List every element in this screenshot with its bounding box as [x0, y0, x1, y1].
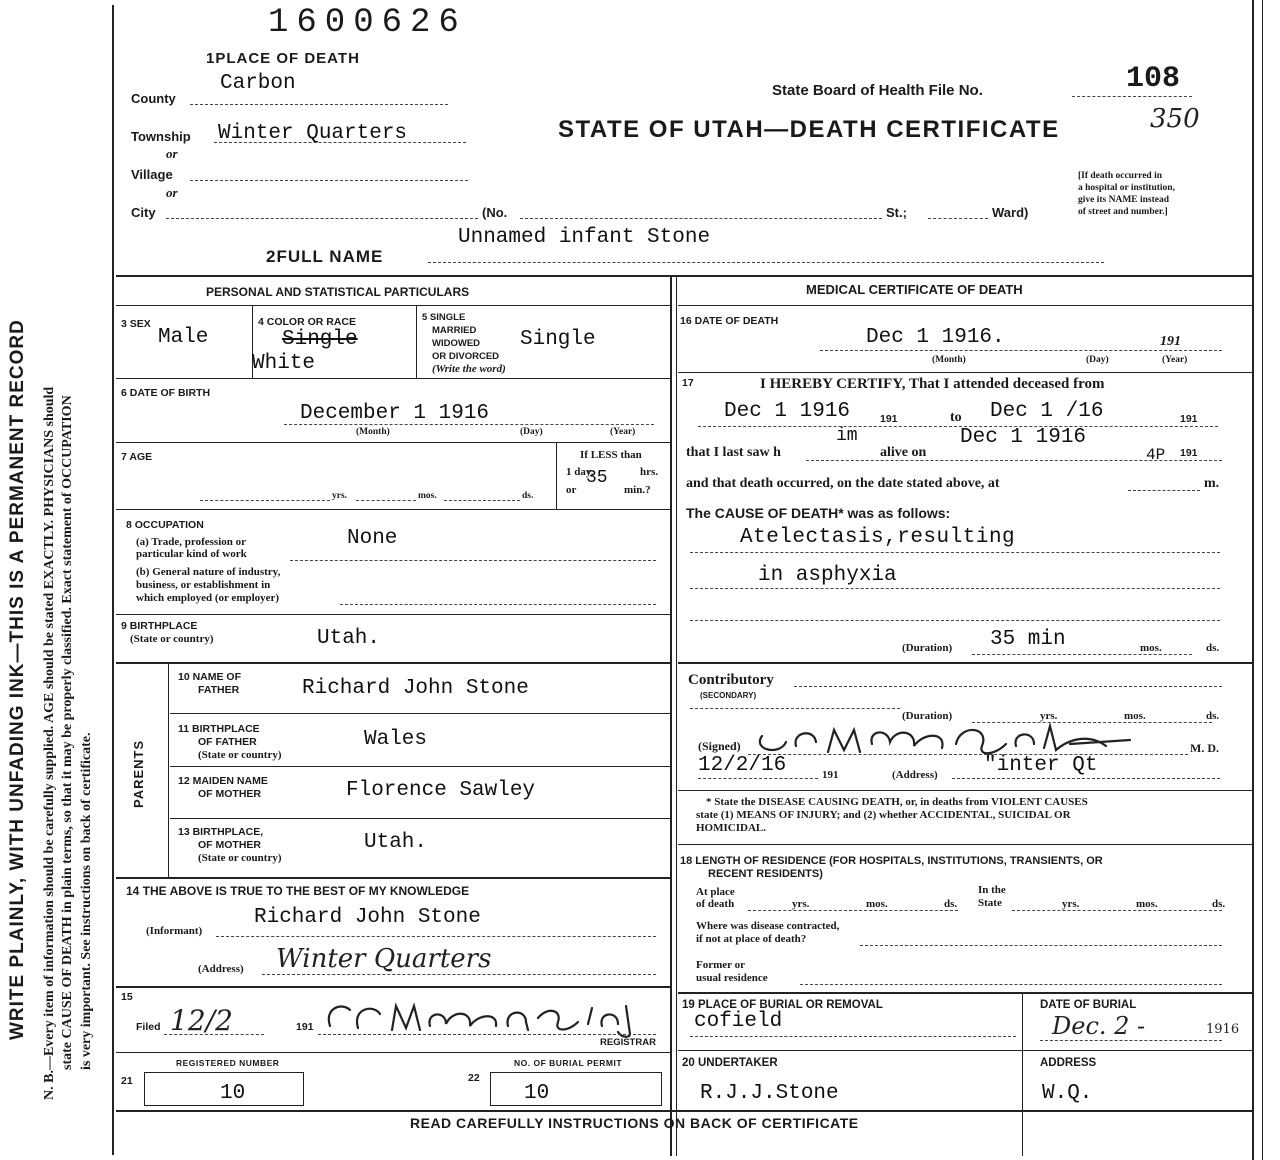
footnote-line1: * State the DISEASE CAUSING DEATH, or, in deaths from VIOLENT CAUSES [706, 796, 1088, 808]
father-birthplace-value: Wales [364, 728, 428, 751]
contributory-duration-label: (Duration) [902, 710, 953, 722]
marital-value: Single [520, 328, 596, 351]
in-state-label-1: In the [978, 884, 1006, 896]
contributory-label: Contributory [688, 672, 774, 688]
form-right-border [1252, 0, 1254, 1160]
residence-label-1: 18 LENGTH OF RESIDENCE (FOR HOSPITALS, INSTITUTIONS, TRANSIENTS, OR [680, 855, 1103, 867]
township-label: Township [131, 129, 191, 144]
signed-label: (Signed) [698, 739, 741, 753]
institution-note-4: of street and number.] [1078, 207, 1168, 217]
institution-note-3: give its NAME instead [1078, 195, 1170, 205]
marital-label-1: 5 SINGLE [422, 312, 466, 323]
cause-of-death-label: The CAUSE OF DEATH* was as follows: [686, 505, 951, 521]
at-place-yrs: yrs. [792, 898, 810, 910]
margin-note-line3: is very important. See instructions on back of certificate. [79, 732, 94, 1070]
marital-label-5: (Write the word) [432, 363, 506, 375]
cause-duration-label: (Duration) [902, 642, 953, 654]
street-label: St.; [886, 205, 907, 220]
undertaker-label: 20 UNDERTAKER [682, 1057, 778, 1069]
full-name-value: Unnamed infant Stone [458, 226, 711, 249]
signed-year-label: 191 [822, 769, 839, 781]
age-ds-label: ds. [522, 491, 534, 501]
age-hrs-label: hrs. [640, 466, 659, 478]
in-state-ds: ds. [1212, 898, 1226, 910]
form-left-border [112, 5, 114, 1155]
city-label: City [131, 205, 156, 220]
occupation-value: None [347, 527, 398, 550]
former-residence-label-1: Former or [696, 959, 745, 971]
county-value: Carbon [220, 72, 296, 95]
permanent-record-notice: WRITE PLAINLY, WITH UNFADING INK—THIS IS A PERMANENT RECORD [7, 319, 28, 1040]
md-label: M. D. [1190, 741, 1219, 755]
burial-date-label: DATE OF BURIAL [1040, 999, 1137, 1011]
undertaker-address-label: ADDRESS [1040, 1057, 1097, 1069]
burial-permit-label: NO. OF BURIAL PERMIT [514, 1058, 623, 1068]
margin-note-line1: N. B.—Every item of information should be carefully supplied. AGE should be stated EXACTLY. PHYSICIANS should [42, 386, 57, 1100]
parents-label: PARENTS [131, 739, 146, 808]
death-month-label: (Month) [932, 355, 966, 365]
informant-address-value: Winter Quarters [276, 944, 492, 974]
him-value: im [836, 426, 858, 446]
institution-note-1: [If death occurred in [1078, 171, 1162, 181]
signature-address-label: (Address) [892, 769, 938, 781]
attended-to-value: Dec 1 /16 [990, 400, 1104, 423]
mother-birthplace-label-3: (State or country) [198, 852, 282, 864]
disease-contracted-label-1: Where was disease contracted, [696, 920, 840, 932]
knowledge-statement: 14 THE ABOVE IS TRUE TO THE BEST OF MY KNOWLEDGE [126, 884, 470, 898]
mother-name-label-2: OF MOTHER [198, 788, 261, 800]
burial-place-label: 19 PLACE OF BURIAL OR REMOVAL [682, 999, 883, 1011]
filed-date-value: 12/2 [170, 1004, 233, 1037]
occupation-b-line3: which employed (or employer) [136, 592, 280, 604]
footnote-line2: state (1) MEANS OF INJURY; and (2) whether ACCIDENTAL, SUICIDAL OR [696, 809, 1071, 821]
sex-value: Male [158, 326, 209, 349]
ward-label: Ward) [992, 205, 1029, 220]
father-birthplace-label-2: OF FATHER [198, 736, 257, 748]
father-name-label-1: 10 NAME OF [178, 671, 242, 683]
secondary-label: (SECONDARY) [700, 691, 757, 700]
date-of-death-value: Dec 1 1916. [866, 326, 1005, 349]
mother-birthplace-label-1: 13 BIRTHPLACE, [178, 826, 264, 838]
village-label: Village [131, 167, 173, 182]
last-saw-year: 191 [1180, 447, 1198, 459]
attended-from-value: Dec 1 1916 [724, 400, 851, 423]
marital-label-2: MARRIED [432, 325, 477, 336]
color-race-label: 4 COLOR OR RACE [258, 316, 357, 328]
birthplace-sub-label: (State or country) [130, 633, 214, 645]
less-than-label-2: 1 day, [566, 466, 594, 478]
residence-label-2: RECENT RESIDENTS) [708, 868, 823, 880]
undertaker-value: R.J.J.Stone [700, 1082, 839, 1105]
item17-label: 17 [682, 377, 694, 389]
occupation-a-line1: (a) Trade, profession or [136, 536, 246, 548]
father-birthplace-label-1: 11 BIRTHPLACE [178, 723, 260, 735]
registered-number-label: REGISTERED NUMBER [176, 1058, 280, 1068]
cause-of-death-line1: Atelectasis,resulting [740, 526, 1016, 549]
alive-on-text: alive on [880, 445, 927, 460]
last-saw-text: that I last saw h [686, 445, 781, 460]
mother-birthplace-value: Utah. [364, 831, 428, 854]
death-day-label: (Day) [1086, 355, 1109, 365]
filed-year-label: 191 [296, 1021, 314, 1033]
item21-label: 21 [121, 1075, 133, 1087]
burial-place-value: cofield [694, 1010, 783, 1033]
sex-label: 3 SEX [121, 318, 151, 330]
undertaker-address-value: W.Q. [1042, 1082, 1093, 1105]
registrar-label: REGISTRAR [600, 1037, 656, 1048]
attended-to-label: to [950, 410, 962, 425]
occupation-a-line2: particular kind of work [136, 548, 247, 560]
less-than-label-1: If LESS than [580, 449, 642, 461]
burial-date-value: Dec. 2 - [1052, 1012, 1146, 1040]
footnote-line3: HOMICIDAL. [696, 822, 766, 834]
or-label-2: or [166, 185, 178, 200]
dob-label: 6 DATE OF BIRTH [121, 387, 211, 399]
less-than-label-3: or [566, 484, 577, 496]
burial-permit-box [490, 1072, 662, 1106]
father-birthplace-label-3: (State or country) [198, 749, 282, 761]
birthplace-label: 9 BIRTHPLACE [121, 620, 198, 632]
in-state-yrs: yrs. [1062, 898, 1080, 910]
father-name-label-2: FATHER [198, 684, 240, 696]
informant-value: Richard John Stone [254, 906, 481, 929]
contributory-mos-label: mos. [1124, 710, 1146, 722]
file-number-value: 108 [1126, 62, 1181, 96]
last-saw-time: 4P [1146, 446, 1166, 464]
township-value: Winter Quarters [218, 122, 408, 145]
signed-date-value: 12/2/16 [698, 754, 787, 777]
contributory-yrs-label: yrs. [1040, 710, 1058, 722]
file-number-annotation: 350 [1150, 104, 1200, 134]
informant-label: (Informant) [146, 925, 203, 937]
date-of-death-label: 16 DATE OF DEATH [680, 315, 779, 327]
cause-mos-label: mos. [1140, 642, 1162, 654]
certify-statement: I HEREBY CERTIFY, That I attended deceased from [760, 376, 1105, 392]
at-place-label-2: of death [696, 898, 735, 910]
street-no-label: (No. [482, 205, 508, 220]
stamp-number: 1600626 [268, 4, 467, 42]
informant-address-label: (Address) [198, 963, 244, 975]
dob-value: December 1 1916 [300, 402, 490, 425]
color-race-struck: Single [282, 328, 358, 351]
at-place-mos: mos. [866, 898, 888, 910]
certificate-title: STATE OF UTAH—DEATH CERTIFICATE [558, 116, 1060, 143]
disease-contracted-label-2: if not at place of death? [696, 933, 807, 945]
at-place-ds: ds. [944, 898, 958, 910]
dob-month-label: (Month) [356, 427, 390, 437]
mother-name-label-1: 12 MAIDEN NAME [178, 775, 268, 787]
age-label: 7 AGE [121, 451, 153, 463]
main-top-rule [116, 275, 1252, 277]
attended-from-year: 191 [880, 413, 898, 425]
age-mos-label: mos. [418, 491, 437, 501]
cause-duration-value: 35 min [990, 628, 1066, 651]
margin-note-line2: state CAUSE OF DEATH in plain terms, so that it may be properly classified. Exact statement of OCCUPATION [60, 395, 75, 1070]
age-minutes-value: 35 [586, 468, 608, 488]
item15-label: 15 [121, 991, 133, 1003]
item22-label: 22 [468, 1072, 480, 1084]
age-yrs-label: yrs. [332, 491, 348, 501]
occupation-b-line1: (b) General nature of industry, [136, 566, 281, 578]
attended-to-year: 191 [1180, 413, 1198, 425]
death-year-label: (Year) [1162, 355, 1188, 365]
or-label-1: or [166, 146, 178, 161]
cause-of-death-line2: in asphyxia [758, 564, 897, 587]
color-race-value: White [252, 352, 316, 375]
at-place-label-1: At place [696, 886, 735, 898]
medical-section-title: MEDICAL CERTIFICATE OF DEATH [806, 282, 1023, 297]
occupation-label: 8 OCCUPATION [126, 519, 204, 531]
mother-name-value: Florence Sawley [346, 779, 536, 802]
registered-number-value: 10 [220, 1082, 246, 1105]
father-name-value: Richard John Stone [302, 677, 529, 700]
personal-section-title: PERSONAL AND STATISTICAL PARTICULARS [206, 285, 470, 299]
file-number-label: State Board of Health File No. [772, 82, 983, 99]
last-saw-value: Dec 1 1916 [960, 426, 1087, 449]
marital-label-3: WIDOWED [432, 338, 481, 349]
marital-label-4: OR DIVORCED [432, 351, 500, 362]
footer-instructions: READ CAREFULLY INSTRUCTIONS ON BACK OF CERTIFICATE [410, 1115, 859, 1131]
death-time-m-label: m. [1204, 476, 1220, 491]
death-occurred-text: and that death occurred, on the date stated above, at [686, 476, 1000, 491]
filed-label: Filed [136, 1021, 161, 1033]
signature-address-value: "inter Qt [984, 754, 1098, 777]
date-of-death-year-print: 191 [1160, 334, 1181, 349]
place-of-death-label: 1PLACE OF DEATH [206, 50, 360, 67]
occupation-b-line2: business, or establishment in [136, 579, 271, 591]
burial-permit-value: 10 [524, 1082, 550, 1105]
in-state-label-2: State [978, 897, 1002, 909]
county-label: County [131, 91, 176, 106]
burial-date-year: 1916 [1206, 1022, 1240, 1037]
former-residence-label-2: usual residence [696, 972, 768, 984]
birthplace-value: Utah. [317, 627, 381, 650]
cause-ds-label: ds. [1206, 642, 1220, 654]
dob-year-label: (Year) [610, 427, 636, 437]
institution-note-2: a hospital or institution, [1078, 183, 1175, 193]
dob-day-label: (Day) [520, 427, 543, 437]
contributory-ds-label: ds. [1206, 710, 1220, 722]
age-min-label: min.? [624, 484, 651, 496]
mother-birthplace-label-2: OF MOTHER [198, 839, 261, 851]
full-name-label: 2FULL NAME [266, 247, 384, 266]
form-right-edge [1262, 0, 1263, 1160]
in-state-mos: mos. [1136, 898, 1158, 910]
